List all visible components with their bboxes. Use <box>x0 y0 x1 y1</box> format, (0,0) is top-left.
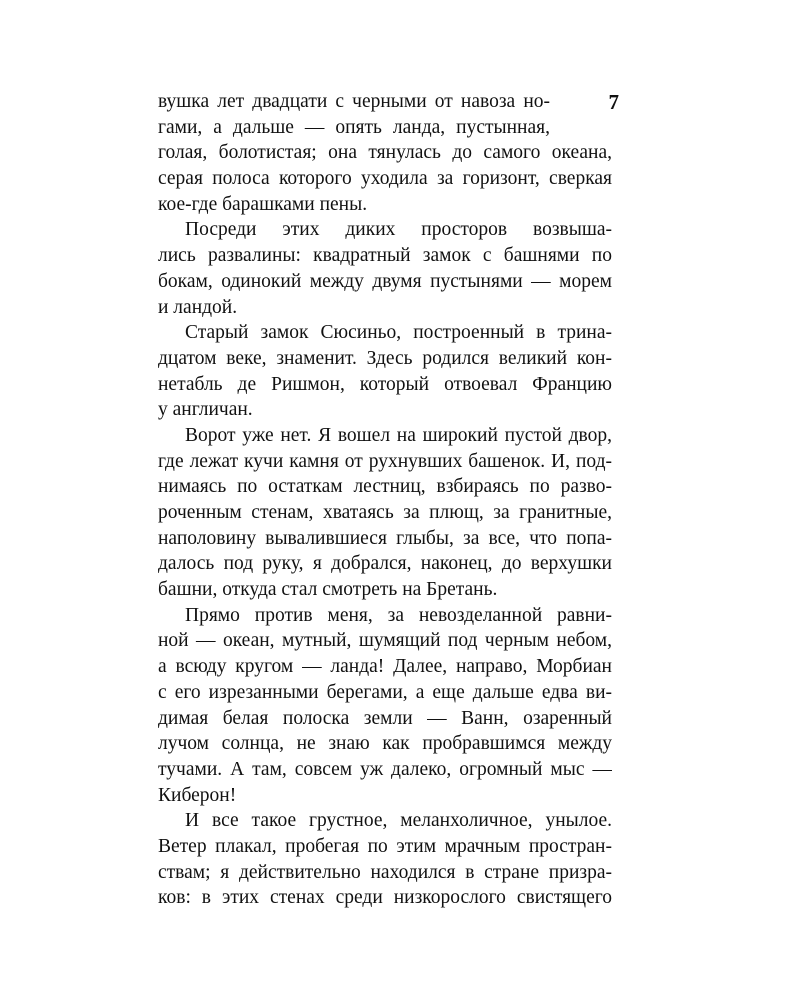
text-line: Прямо против меня, за невозделанной равни- <box>185 604 612 626</box>
text-line: нетабль де Ришмон, который отвоевал Францию <box>158 373 612 395</box>
text-line: башни, откуда стал смотреть на Бретань. <box>158 579 498 601</box>
text-line: серая полоса которого уходила за горизонт, сверкая <box>158 168 612 190</box>
text-line: ной — океан, мутный, шумящий под черным небом, <box>158 630 612 652</box>
page-number: 7 <box>608 90 619 114</box>
text-line: ков: в этих стенах среди низкорослого свистящего <box>158 887 612 909</box>
text-line: где лежат кучи камня от рухнувших башенок. И, под- <box>158 450 612 472</box>
text-line: кое-где барашками пены. <box>158 193 368 215</box>
text-line: Ветер плакал, пробегая по этим мрачным простран- <box>158 835 612 857</box>
text-line: с его изрезанными берегами, а еще дальше едва ви- <box>158 681 612 703</box>
text-line: Посреди этих диких просторов возвыша- <box>185 219 612 241</box>
text-line: далось под руку, я добрался, наконец, до верхушки <box>158 553 612 575</box>
text-line: а всюду кругом — ланда! Далее, направо, Морбиан <box>158 656 612 678</box>
text-line: ствам; я действительно находился в стране призра- <box>158 861 612 883</box>
text-line: Ворот уже нет. Я вошел на широкий пустой двор, <box>185 424 612 446</box>
text-line: наполовину вывалившиеся глыбы, за все, что попа- <box>158 527 612 549</box>
text-line: нимаясь по остаткам лестниц, взбираясь по разво- <box>158 476 612 498</box>
text-line: Старый замок Сюсиньо, построенный в трина- <box>185 322 612 344</box>
text-line: димая белая полоска земли — Ванн, озаренный <box>158 707 612 729</box>
text-line: дцатом веке, знаменит. Здесь родился великий кон- <box>158 347 612 369</box>
text-line: тучами. А там, совсем уж далеко, огромный мыс — <box>158 758 612 780</box>
text-line: И все такое грустное, меланхоличное, унылое. <box>185 810 612 832</box>
text-line: лучом солнца, не знаю как пробравшимся между <box>158 733 612 755</box>
text-line: Киберон! <box>158 784 237 806</box>
text-line: голая, болотистая; она тянулась до самого океана, <box>158 142 612 164</box>
body-text <box>158 89 612 911</box>
text-line: лись развалины: квадратный замок с башнями по <box>158 245 612 267</box>
text-line: вушка лет двадцати с черными от навоза но- <box>158 91 550 112</box>
text-line: роченным стенам, хватаясь за плющ, за гранитные, <box>158 502 612 523</box>
text-line: у англичан. <box>158 399 253 421</box>
text-line: и ландой. <box>158 296 238 318</box>
text-line: бокам, одинокий между двумя пустынями — морем <box>158 270 612 292</box>
text-line: гами, а дальше — опять ланда, пустынная, <box>158 116 550 138</box>
